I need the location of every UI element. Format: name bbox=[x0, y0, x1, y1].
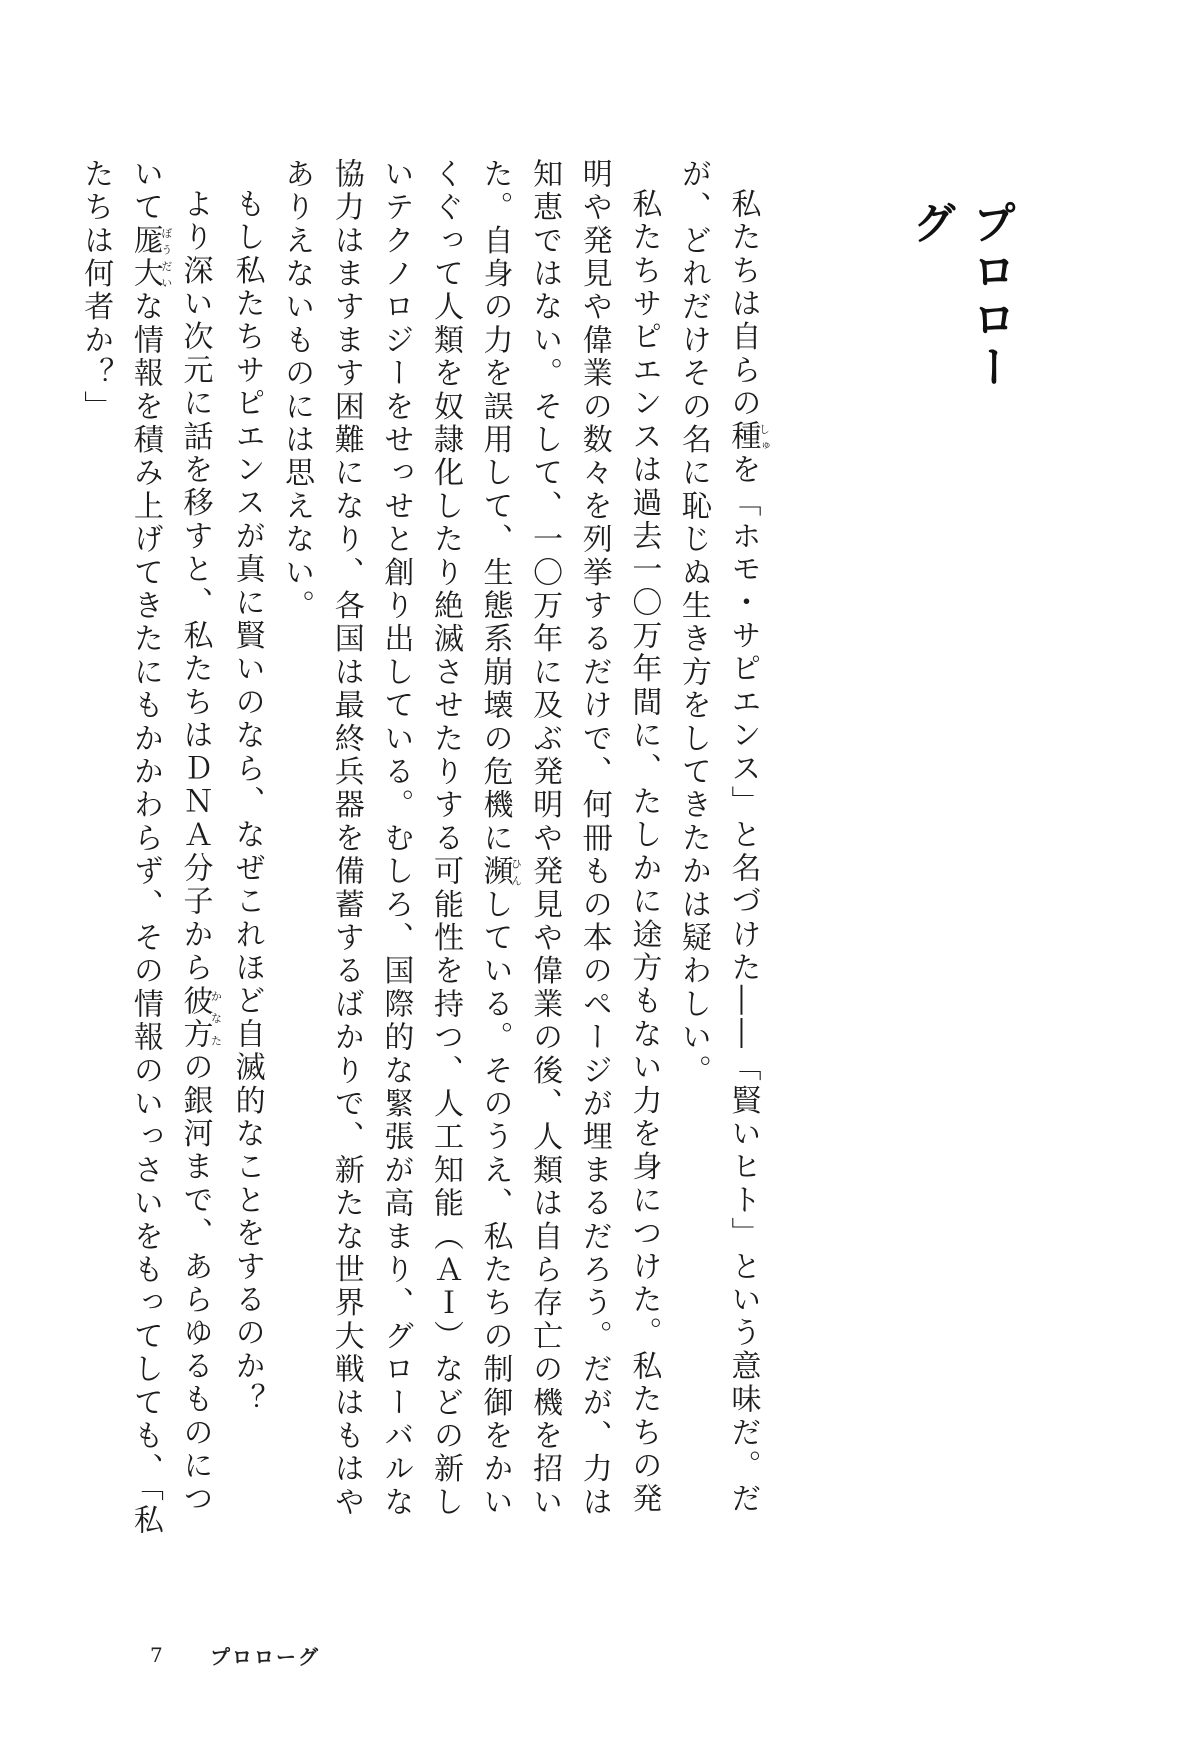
body-text bbox=[71, 158, 770, 1548]
running-head: プロローグ bbox=[210, 1644, 320, 1669]
paragraph-3 bbox=[222, 158, 272, 1548]
text-segment: を「ホモ・サピエンス」と名づけた――「賢いヒト」という意味だ。だが、どれだけその名に恥じぬ生き方をしてきたかは疑わしい。 bbox=[675, 158, 761, 1517]
ruby-reading: ひん bbox=[509, 855, 523, 889]
ruby-reading: かなた bbox=[209, 984, 223, 1052]
text-segment: より深い次元に話を移すと、私たちはＤＮＡ分子から bbox=[177, 188, 213, 985]
text-segment: 私たちサピエンスは過去一〇万年間に、たしかに途方もない力を身につけた。私たちの発明や発見や偉業の数々を列挙するだけで、何冊もの本のページが埋まるだろう。だが、力は知恵ではない。そして、一〇万年に及ぶ発明や発見や偉業の後、人類は自ら存亡の機を招いた。自身の力を誤用して、生態系崩壊の危機に bbox=[477, 158, 662, 1520]
ruby-reading: ぼうだい bbox=[159, 224, 173, 291]
ruby-word: 彼方かなた bbox=[177, 984, 223, 1052]
text-segment: もし私たちサピエンスが真に賢いのなら、なぜこれほど自滅的なことをするのか？ bbox=[229, 188, 265, 1417]
ruby-word: 厖大ぼうだい bbox=[127, 224, 173, 291]
paragraph-2 bbox=[272, 158, 669, 1548]
ruby-reading: しゅ bbox=[757, 420, 771, 454]
ruby-word: 瀕ひん bbox=[477, 855, 523, 889]
text-segment: の銀河まで、あらゆるものについて bbox=[127, 158, 213, 1517]
text-segment: している。そのうえ、私たちの制御をかいくぐって人類を奴隷化したり絶滅させたりする可能性を持つ、人工知能（ＡＩ）などの新しいテクノロジーをせっせと創り出している。むしろ、国際的な緊張が高まり、グローバルな協力はますます困難になり、各国は最終兵器を備蓄するばかりで、新たな世界大戦はもはやありえないものには思えない。 bbox=[279, 158, 513, 1520]
text-segment: な情報を積み上げてきたにもかかわらず、その情報のいっさいをもってしても、「私たちは何者か？」 bbox=[78, 158, 163, 1538]
chapter-title: プロローグ bbox=[904, 200, 1016, 392]
paragraph-4 bbox=[71, 158, 222, 1548]
page-number: 7 bbox=[150, 1643, 163, 1667]
text-segment: 私たちは自らの bbox=[725, 188, 761, 421]
page-footer bbox=[150, 1640, 320, 1670]
ruby-word: 種しゅ bbox=[725, 420, 771, 454]
paragraph-1 bbox=[668, 158, 770, 1548]
